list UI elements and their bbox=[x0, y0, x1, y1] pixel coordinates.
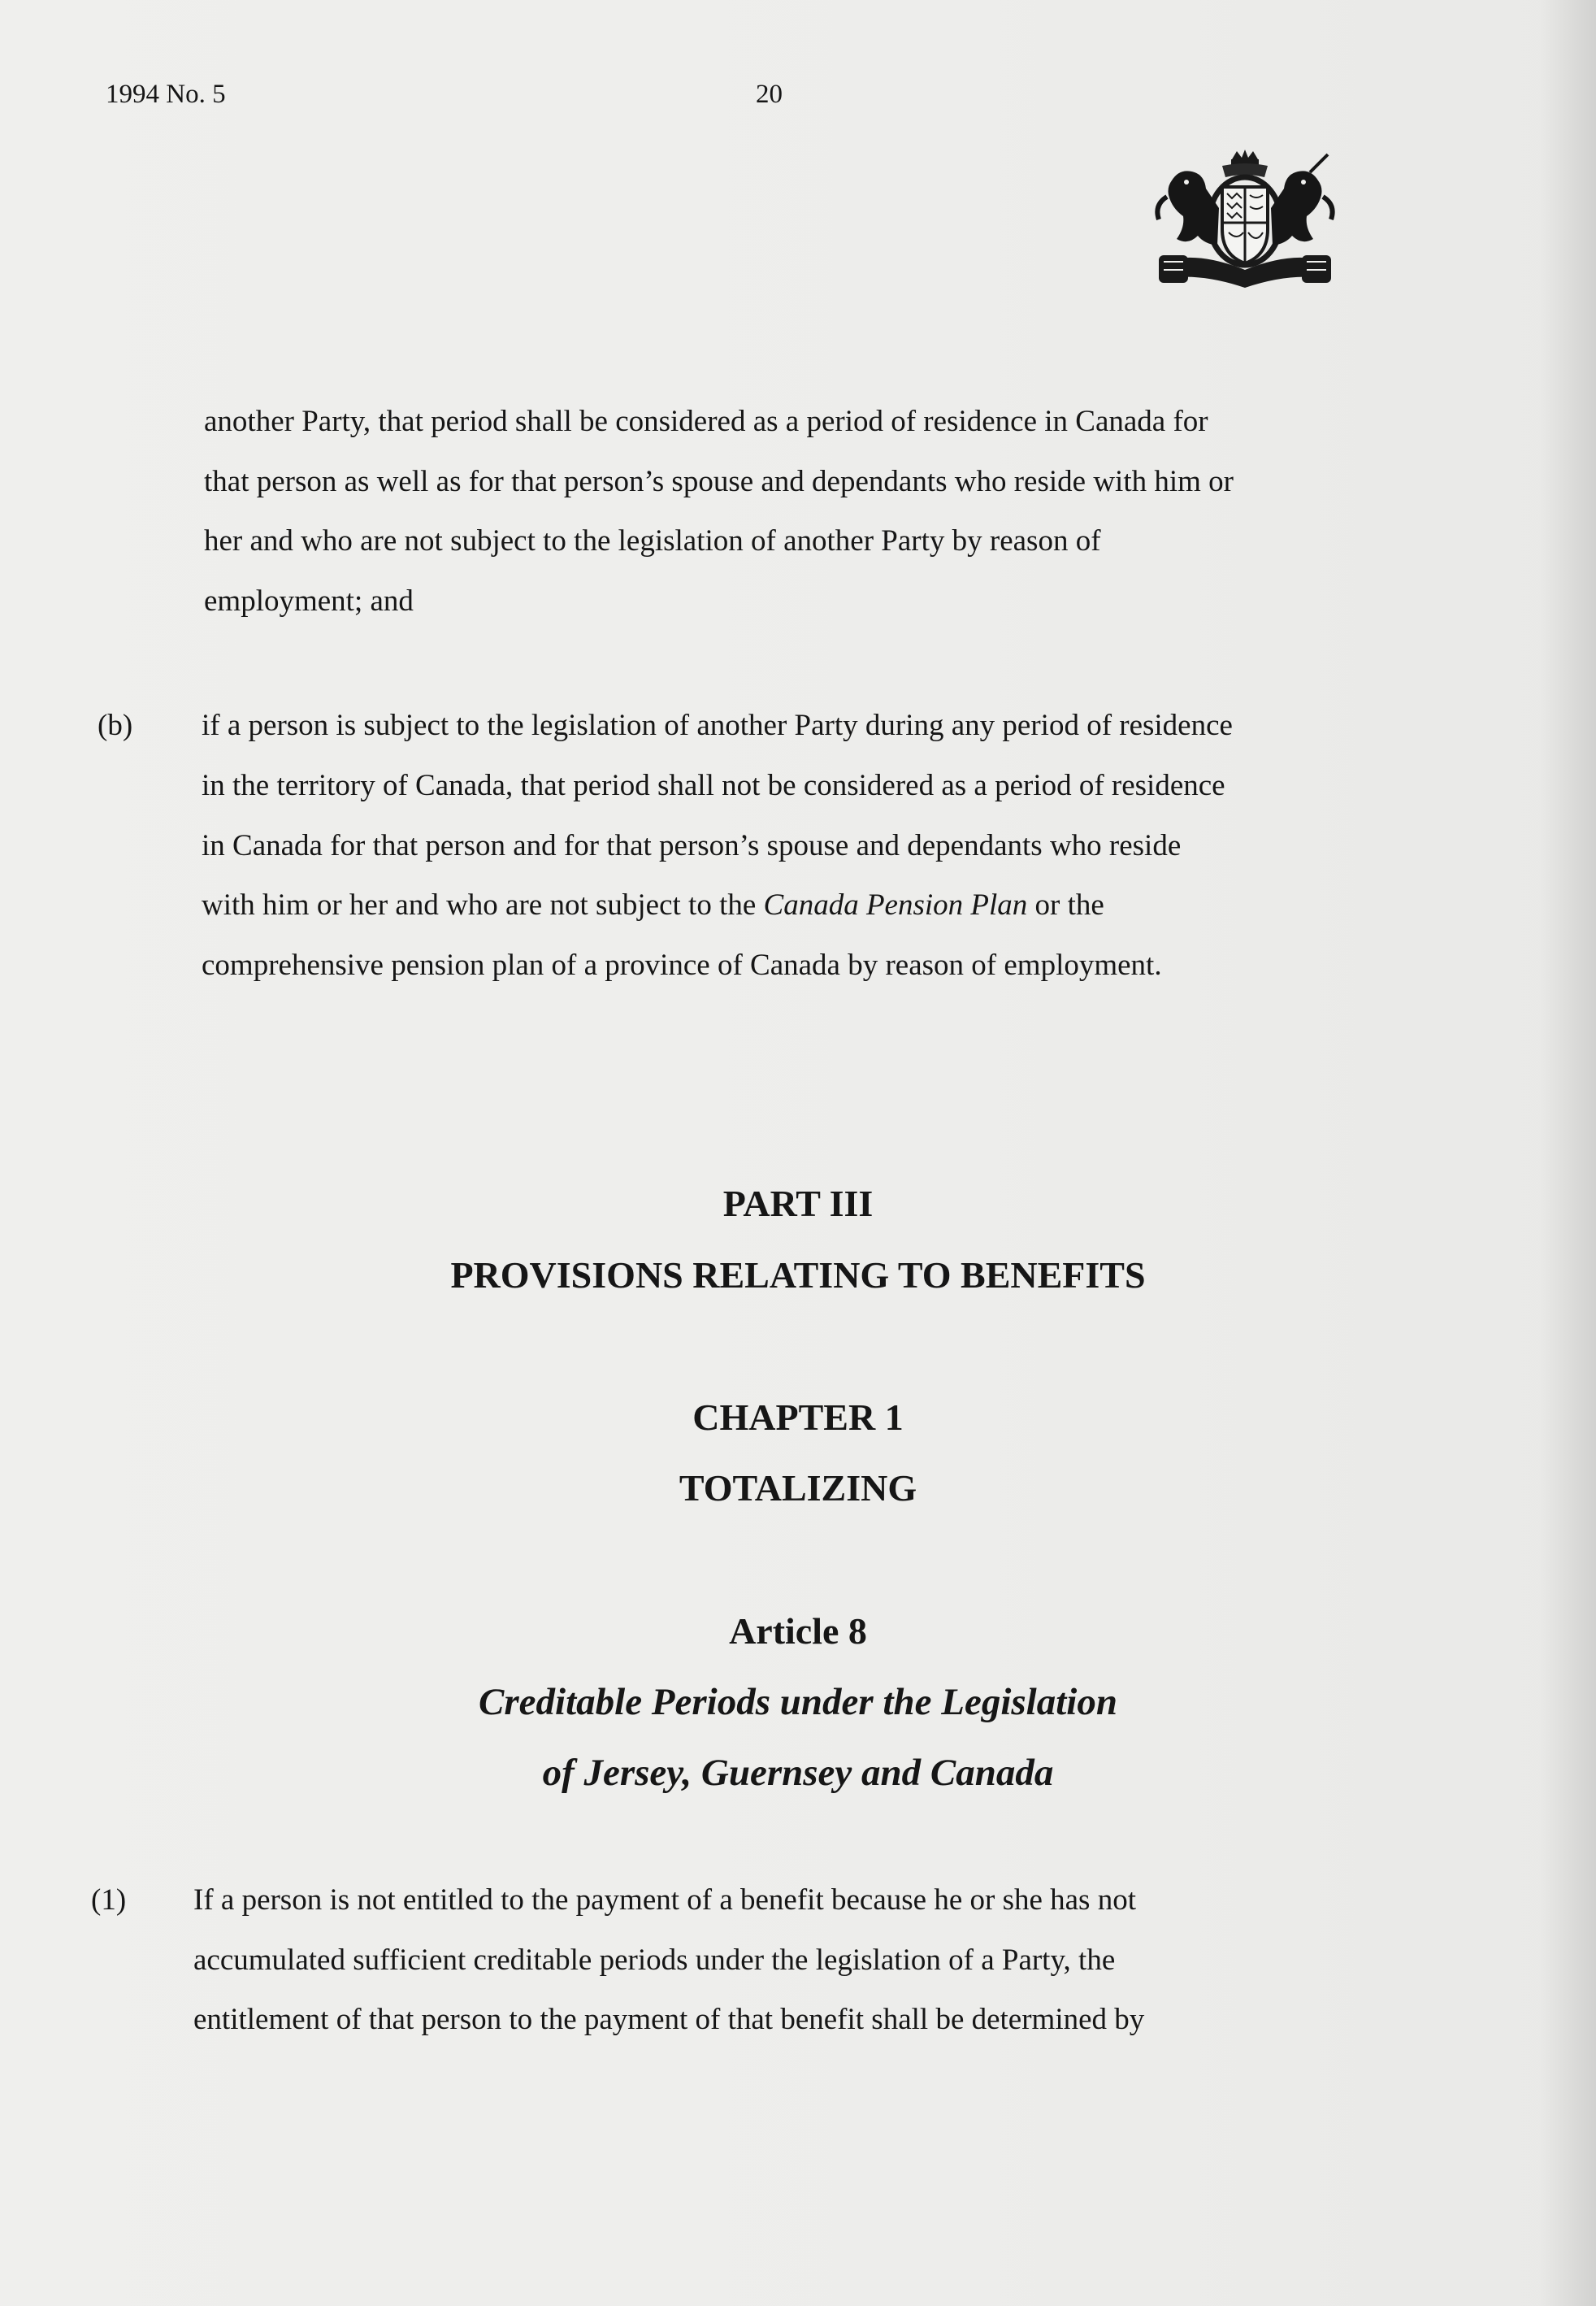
royal-coat-of-arms-icon bbox=[1147, 148, 1342, 293]
chapter-title: CHAPTER 1 bbox=[692, 1396, 904, 1438]
document-reference: 1994 No. 5 bbox=[106, 80, 226, 109]
continuation-line-3: her and who are not subject to the legislation of another Party by reason of bbox=[204, 524, 1101, 558]
paragraph-1-line-1: If a person is not entitled to the payment of a benefit because he or she has not bbox=[193, 1883, 1136, 1917]
item-b-line-4-text: with him or her and who are not subject to the bbox=[202, 888, 764, 922]
page-number: 20 bbox=[756, 80, 783, 109]
item-b-line-1: if a person is subject to the legislation of another Party during any period of residence bbox=[202, 709, 1233, 742]
item-b-label: (b) bbox=[98, 709, 133, 742]
article-subtitle-line-2: of Jersey, Guernsey and Canada bbox=[542, 1752, 1054, 1794]
article-subtitle-line-1: Creditable Periods under the Legislation bbox=[479, 1681, 1117, 1723]
item-b-line-3: in Canada for that person and for that person’s spouse and dependants who reside bbox=[202, 829, 1182, 862]
chapter-subtitle: TOTALIZING bbox=[679, 1467, 917, 1509]
paragraph-1-label: (1) bbox=[91, 1883, 127, 1917]
part-title: PART III bbox=[722, 1183, 874, 1224]
item-b-line-2: in the territory of Canada, that period shall not be considered as a period of residence bbox=[202, 769, 1225, 802]
continuation-line-4: employment; and bbox=[204, 584, 414, 618]
canada-pension-plan-title: Canada Pension Plan bbox=[763, 888, 1028, 922]
paragraph-1-line-3: entitlement of that person to the payment of that benefit shall be determined by bbox=[193, 2003, 1145, 2036]
part-subtitle: PROVISIONS RELATING TO BENEFITS bbox=[450, 1254, 1146, 1296]
paragraph-1-line-2: accumulated sufficient creditable periods under the legislation of a Party, the bbox=[193, 1943, 1116, 1977]
continuation-line-1: another Party, that period shall be considered as a period of residence in Canada for bbox=[204, 405, 1208, 438]
item-b-line-5: comprehensive pension plan of a province of Canada by reason of employment. bbox=[202, 949, 1162, 982]
article-title: Article 8 bbox=[729, 1610, 867, 1652]
item-b-line-4-end: or the bbox=[1027, 888, 1104, 922]
page-edge-shadow bbox=[1539, 0, 1596, 2306]
continuation-line-2: that person as well as for that person’s spouse and dependants who reside with him or bbox=[204, 465, 1234, 498]
item-b-line-4 bbox=[202, 888, 1104, 923]
